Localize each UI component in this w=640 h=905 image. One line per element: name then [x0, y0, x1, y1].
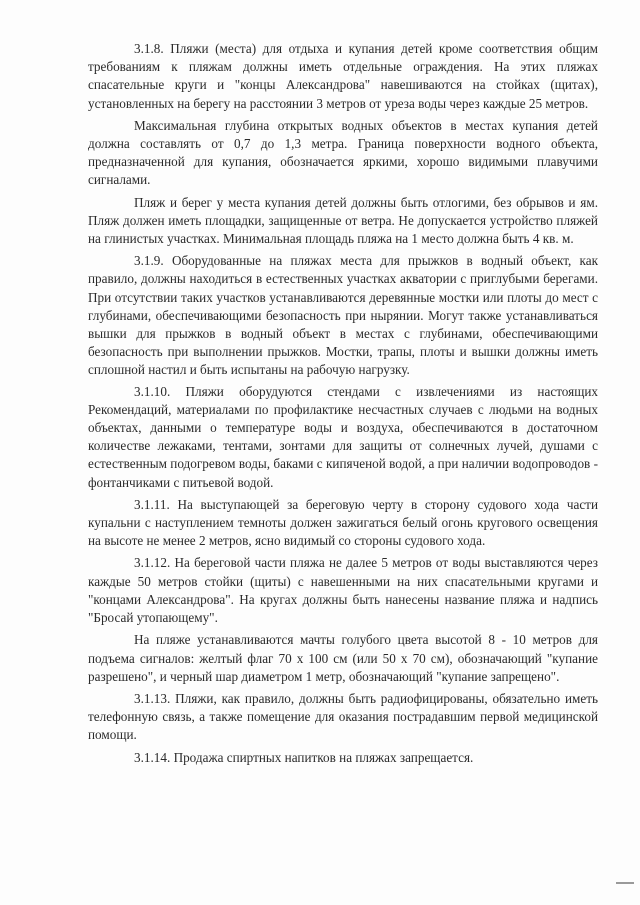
paragraph-3-1-9: 3.1.9. Оборудованные на пляжах места для прыжков в водный объект, как правило, должны находиться в естественных участках акватории с приглубыми берегами. При отсутствии таких участков устанавливаются деревянные мостки или плоты до мест с глубинами, обеспечивающими безопасность при нырянии. Могут также устанавливаться вышки для прыжков в водный объект в местах с глубинами, обеспечивающими безопасность при выполнении прыжков. Мостки, трапы, плоты и вышки должны иметь сплошной настил и быть испытаны на рабочую нагрузку. [88, 253, 598, 378]
paragraph-3-1-14: 3.1.14. Продажа спиртных напитков на пляжах запрещается. [134, 749, 474, 765]
paragraph-signal-masts: На пляже устанавливаются мачты голубого цвета высотой 8 - 10 метров для подъема сигналов: желтый флаг 70 х 100 см (или 50 х 70 см), обозначающий "купание разрешено", и черный шар диаметром 1 метр, обозначающий "купание запрещено". [88, 632, 598, 684]
scan-corner-mark [616, 882, 634, 884]
paragraph-3-1-10: 3.1.10. Пляжи оборудуются стендами с извлечениями из настоящих Рекомендаций, материалами по профилактике несчастных случаев с людьми на водных объектах, данными о температуре воды и воздуха, обеспечиваются в достаточном количестве лежаками, тентами, зонтами для защиты от солнечных лучей, душами с естественным подогревом воды, баками с кипяченой водой, а при наличии водопроводов - фонтанчиками с питьевой водой. [88, 383, 598, 490]
paragraph-beach-shore: Пляж и берег у места купания детей должны быть отлогими, без обрывов и ям. Пляж должен иметь площадки, защищенные от ветра. Не допускается устройство пляжей на глинистых участках. Минимальная площадь пляжа на 1 место должна быть 4 кв. м. [88, 194, 598, 247]
paragraph-3-1-8: 3.1.8. Пляжи (места) для отдыха и купания детей кроме соответствия общим требованиям к пляжам должны иметь отдельные ограждения. На этих пляжах спасательные круги и "концы Александрова" навешиваются на стойках (щитах), установленных на берегу на расстоянии 3 метров от уреза воды через каждые 25 метров. [88, 41, 598, 111]
paragraph-3-1-11: 3.1.11. На выступающей за береговую черту в сторону судового хода части купальни с наступлением темноты должен зажигаться белый огонь кругового освещения на высоте не менее 2 метров, ясно видимый со стороны судового хода. [88, 496, 598, 549]
paragraph-3-1-13: 3.1.13. Пляжи, как правило, должны быть радиофицированы, обязательно иметь телефонную связь, а также помещение для оказания пострадавшим первой медицинской помощи. [88, 690, 598, 743]
document-body [88, 40, 598, 771]
paragraph-3-1-12: 3.1.12. На береговой части пляжа не далее 5 метров от воды выставляются через каждые 50 метров стойки (щиты) с навешенными на них спасательными кругами и "концами Александрова". На кругах должны быть нанесены название пляжа и надпись "Бросай утопающему". [88, 555, 598, 626]
paragraph-max-depth: Максимальная глубина открытых водных объектов в местах купания детей должна составлять от 0,7 до 1,3 метра. Граница поверхности водного объекта, предназначенной для купания, обозначается яркими, хорошо видимыми плавучими сигналами. [88, 117, 598, 188]
